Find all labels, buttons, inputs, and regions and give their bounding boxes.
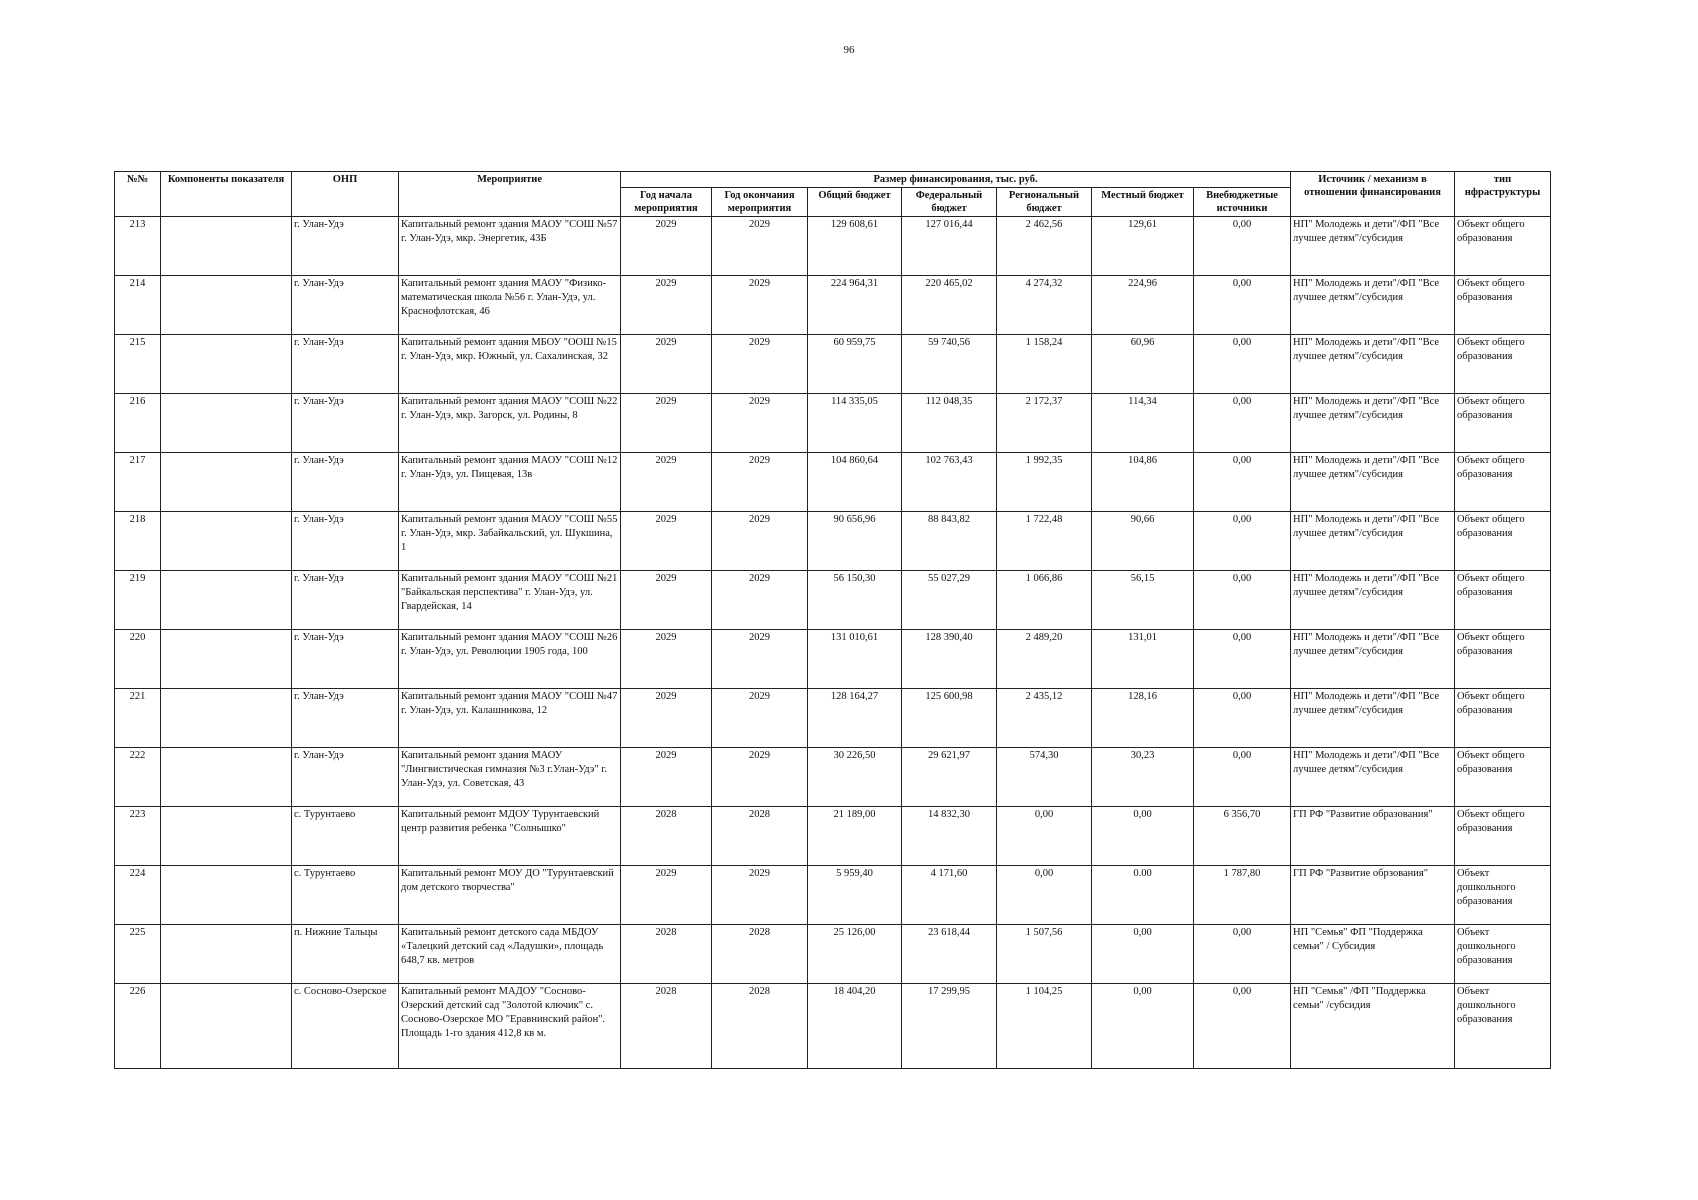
cell-onp: г. Улан-Удэ xyxy=(292,394,399,453)
cell-year-end: 2029 xyxy=(712,276,808,335)
cell-event: Капитальный ремонт здания МАОУ "СОШ №47 г. Улан-Удэ, ул. Калашникова, 12 xyxy=(399,689,621,748)
cell-num: 216 xyxy=(115,394,161,453)
cell-source: НП" Молодежь и дети"/ФП "Все лучшее детям"/субсидия xyxy=(1291,394,1455,453)
cell-year-end: 2029 xyxy=(712,453,808,512)
cell-federal: 59 740,56 xyxy=(902,335,997,394)
cell-num: 221 xyxy=(115,689,161,748)
table-row xyxy=(115,335,1551,394)
cell-num: 222 xyxy=(115,748,161,807)
header-local: Местный бюджет xyxy=(1092,188,1194,217)
cell-onp: г. Улан-Удэ xyxy=(292,689,399,748)
cell-onp: г. Улан-Удэ xyxy=(292,276,399,335)
cell-federal: 17 299,95 xyxy=(902,984,997,1069)
cell-extra: 0,00 xyxy=(1194,630,1291,689)
cell-local: 0,00 xyxy=(1092,984,1194,1069)
header-num: №№ xyxy=(115,172,161,217)
cell-event: Капитальный ремонт здания МБОУ "ООШ №15 г. Улан-Удэ, мкр. Южный, ул. Сахалинская, 32 xyxy=(399,335,621,394)
cell-year-start: 2029 xyxy=(621,748,712,807)
cell-local: 0.00 xyxy=(1092,866,1194,925)
cell-extra: 0,00 xyxy=(1194,689,1291,748)
cell-source: НП" Молодежь и дети"/ФП "Все лучшее детям"/субсидия xyxy=(1291,512,1455,571)
cell-event: Капитальный ремонт здания МАОУ "Физико-математическая школа №56 г. Улан-Удэ, ул. Краснофлотская, 46 xyxy=(399,276,621,335)
cell-extra: 0,00 xyxy=(1194,394,1291,453)
cell-infra: Объект общего образования xyxy=(1455,807,1551,866)
cell-source: НП "Семья" /ФП "Поддержка семьи" /субсидия xyxy=(1291,984,1455,1069)
cell-local: 0,00 xyxy=(1092,925,1194,984)
cell-components xyxy=(161,984,292,1069)
cell-infra: Объект общего образования xyxy=(1455,689,1551,748)
cell-components xyxy=(161,276,292,335)
cell-year-end: 2029 xyxy=(712,571,808,630)
cell-regional: 2 462,56 xyxy=(997,217,1092,276)
cell-regional: 1 158,24 xyxy=(997,335,1092,394)
cell-components xyxy=(161,394,292,453)
header-regional: Региональный бюджет xyxy=(997,188,1092,217)
cell-total: 128 164,27 xyxy=(808,689,902,748)
cell-num: 218 xyxy=(115,512,161,571)
table-header xyxy=(115,172,1551,217)
cell-extra: 0,00 xyxy=(1194,571,1291,630)
cell-year-end: 2029 xyxy=(712,512,808,571)
cell-regional: 574,30 xyxy=(997,748,1092,807)
table-row xyxy=(115,807,1551,866)
cell-regional: 0,00 xyxy=(997,866,1092,925)
cell-onp: г. Улан-Удэ xyxy=(292,748,399,807)
cell-total: 18 404,20 xyxy=(808,984,902,1069)
cell-source: НП" Молодежь и дети"/ФП "Все лучшее детям"/субсидия xyxy=(1291,335,1455,394)
cell-federal: 127 016,44 xyxy=(902,217,997,276)
cell-local: 114,34 xyxy=(1092,394,1194,453)
cell-extra: 0,00 xyxy=(1194,335,1291,394)
cell-local: 128,16 xyxy=(1092,689,1194,748)
cell-regional: 1 992,35 xyxy=(997,453,1092,512)
cell-num: 219 xyxy=(115,571,161,630)
cell-onp: с. Сосново-Озерское xyxy=(292,984,399,1069)
cell-federal: 128 390,40 xyxy=(902,630,997,689)
cell-infra: Объект общего образования xyxy=(1455,748,1551,807)
cell-local: 60,96 xyxy=(1092,335,1194,394)
cell-infra: Объект общего образования xyxy=(1455,571,1551,630)
header-onp: ОНП xyxy=(292,172,399,217)
header-components: Компоненты показателя xyxy=(161,172,292,217)
cell-total: 30 226,50 xyxy=(808,748,902,807)
table-row xyxy=(115,276,1551,335)
cell-regional: 2 489,20 xyxy=(997,630,1092,689)
cell-source: НП" Молодежь и дети"/ФП "Все лучшее детям"/субсидия xyxy=(1291,748,1455,807)
cell-year-start: 2029 xyxy=(621,512,712,571)
cell-onp: г. Улан-Удэ xyxy=(292,630,399,689)
cell-regional: 2 435,12 xyxy=(997,689,1092,748)
cell-year-end: 2028 xyxy=(712,925,808,984)
cell-year-end: 2029 xyxy=(712,335,808,394)
cell-year-end: 2028 xyxy=(712,807,808,866)
cell-infra: Объект общего образования xyxy=(1455,394,1551,453)
financing-table xyxy=(114,171,1551,1069)
cell-year-end: 2029 xyxy=(712,748,808,807)
cell-event: Капитальный ремонт детского сада МБДОУ «Талецкий детский сад «Ладушки», площадь 648,7 кв. метров xyxy=(399,925,621,984)
cell-total: 60 959,75 xyxy=(808,335,902,394)
cell-onp: г. Улан-Удэ xyxy=(292,512,399,571)
cell-infra: Объект дошкольного образования xyxy=(1455,925,1551,984)
cell-source: НП" Молодежь и дети"/ФП "Все лучшее детям"/субсидия xyxy=(1291,571,1455,630)
cell-year-start: 2028 xyxy=(621,807,712,866)
cell-total: 131 010,61 xyxy=(808,630,902,689)
cell-total: 104 860,64 xyxy=(808,453,902,512)
cell-source: НП" Молодежь и дети"/ФП "Все лучшее детям"/субсидия xyxy=(1291,689,1455,748)
cell-event: Капитальный ремонт здания МАОУ "СОШ №12 г. Улан-Удэ, ул. Пищевая, 13в xyxy=(399,453,621,512)
cell-year-start: 2029 xyxy=(621,630,712,689)
cell-components xyxy=(161,689,292,748)
cell-year-start: 2029 xyxy=(621,453,712,512)
cell-year-end: 2029 xyxy=(712,866,808,925)
cell-event: Капитальный ремонт здания МАОУ "СОШ №22 г. Улан-Удэ, мкр. Загорск, ул. Родины, 8 xyxy=(399,394,621,453)
cell-federal: 29 621,97 xyxy=(902,748,997,807)
cell-infra: Объект общего образования xyxy=(1455,335,1551,394)
cell-federal: 88 843,82 xyxy=(902,512,997,571)
cell-year-start: 2028 xyxy=(621,984,712,1069)
cell-year-end: 2028 xyxy=(712,984,808,1069)
cell-components xyxy=(161,571,292,630)
header-infra: тип нфраструктуры xyxy=(1455,172,1551,217)
cell-total: 25 126,00 xyxy=(808,925,902,984)
cell-local: 30,23 xyxy=(1092,748,1194,807)
page-number: 96 xyxy=(843,44,855,56)
cell-onp: г. Улан-Удэ xyxy=(292,335,399,394)
header-year-end: Год окончания мероприятия xyxy=(712,188,808,217)
cell-event: Капитальный ремонт здания МАОУ "СОШ №55 г. Улан-Удэ, мкр. Забайкальский, ул. Шукшина, 1 xyxy=(399,512,621,571)
cell-regional: 4 274,32 xyxy=(997,276,1092,335)
cell-federal: 14 832,30 xyxy=(902,807,997,866)
cell-components xyxy=(161,217,292,276)
cell-federal: 23 618,44 xyxy=(902,925,997,984)
table-row xyxy=(115,630,1551,689)
cell-onp: с. Турунтаево xyxy=(292,807,399,866)
table-row xyxy=(115,453,1551,512)
cell-source: НП "Семья" ФП "Поддержка семьи" / Субсидия xyxy=(1291,925,1455,984)
cell-local: 0,00 xyxy=(1092,807,1194,866)
cell-event: Капитальный ремонт здания МАОУ "Лингвистическая гимназия №3 г.Улан-Удэ" г. Улан-Удэ, ул. Советская, 43 xyxy=(399,748,621,807)
cell-total: 56 150,30 xyxy=(808,571,902,630)
cell-year-start: 2029 xyxy=(621,689,712,748)
table-body xyxy=(115,217,1551,1069)
cell-event: Капитальный ремонт здания МАОУ "СОШ №21 "Байкальская перспектива" г. Улан-Удэ, ул. Гвардейская, 14 xyxy=(399,571,621,630)
cell-federal: 125 600,98 xyxy=(902,689,997,748)
cell-federal: 220 465,02 xyxy=(902,276,997,335)
cell-components xyxy=(161,748,292,807)
header-extra: Внебюджетные источники xyxy=(1194,188,1291,217)
cell-infra: Объект общего образования xyxy=(1455,217,1551,276)
cell-total: 224 964,31 xyxy=(808,276,902,335)
cell-extra: 0,00 xyxy=(1194,512,1291,571)
cell-total: 114 335,05 xyxy=(808,394,902,453)
cell-total: 21 189,00 xyxy=(808,807,902,866)
cell-local: 224,96 xyxy=(1092,276,1194,335)
cell-infra: Объект общего образования xyxy=(1455,630,1551,689)
cell-source: НП" Молодежь и дети"/ФП "Все лучшее детям"/субсидия xyxy=(1291,453,1455,512)
cell-source: НП" Молодежь и дети"/ФП "Все лучшее детям"/субсидия xyxy=(1291,630,1455,689)
cell-infra: Объект общего образования xyxy=(1455,453,1551,512)
table-row xyxy=(115,217,1551,276)
cell-onp: г. Улан-Удэ xyxy=(292,453,399,512)
cell-infra: Объект общего образования xyxy=(1455,512,1551,571)
header-source: Источник / механизм в отношении финансирования xyxy=(1291,172,1455,217)
cell-regional: 1 104,25 xyxy=(997,984,1092,1069)
cell-num: 224 xyxy=(115,866,161,925)
cell-num: 214 xyxy=(115,276,161,335)
cell-components xyxy=(161,512,292,571)
cell-event: Капитальный ремонт здания МАОУ "СОШ №26 г. Улан-Удэ, ул. Революции 1905 года, 100 xyxy=(399,630,621,689)
cell-onp: с. Турунтаево xyxy=(292,866,399,925)
header-funding-group: Размер финансирования, тыс. руб. xyxy=(621,172,1291,188)
cell-regional: 2 172,37 xyxy=(997,394,1092,453)
cell-num: 223 xyxy=(115,807,161,866)
table-row xyxy=(115,984,1551,1069)
cell-num: 215 xyxy=(115,335,161,394)
cell-year-start: 2029 xyxy=(621,571,712,630)
cell-event: Капитальный ремонт здания МАОУ "СОШ №57 г. Улан-Удэ, мкр. Энергетик, 43Б xyxy=(399,217,621,276)
table-row xyxy=(115,689,1551,748)
cell-extra: 0,00 xyxy=(1194,217,1291,276)
cell-local: 129,61 xyxy=(1092,217,1194,276)
table-row xyxy=(115,748,1551,807)
cell-onp: г. Улан-Удэ xyxy=(292,217,399,276)
cell-regional: 1 722,48 xyxy=(997,512,1092,571)
cell-components xyxy=(161,807,292,866)
cell-year-start: 2028 xyxy=(621,925,712,984)
cell-extra: 0,00 xyxy=(1194,925,1291,984)
cell-components xyxy=(161,630,292,689)
cell-federal: 55 027,29 xyxy=(902,571,997,630)
cell-regional: 1 066,86 xyxy=(997,571,1092,630)
cell-year-end: 2029 xyxy=(712,217,808,276)
cell-federal: 4 171,60 xyxy=(902,866,997,925)
cell-year-start: 2029 xyxy=(621,276,712,335)
cell-extra: 0,00 xyxy=(1194,453,1291,512)
cell-local: 90,66 xyxy=(1092,512,1194,571)
table-row xyxy=(115,925,1551,984)
header-year-start: Год начала мероприятия xyxy=(621,188,712,217)
cell-source: ГП РФ "Развитие обрзования" xyxy=(1291,866,1455,925)
cell-year-start: 2029 xyxy=(621,335,712,394)
cell-num: 217 xyxy=(115,453,161,512)
cell-federal: 112 048,35 xyxy=(902,394,997,453)
cell-total: 129 608,61 xyxy=(808,217,902,276)
cell-regional: 1 507,56 xyxy=(997,925,1092,984)
cell-source: НП" Молодежь и дети"/ФП "Все лучшее детям"/субсидия xyxy=(1291,276,1455,335)
cell-num: 220 xyxy=(115,630,161,689)
cell-federal: 102 763,43 xyxy=(902,453,997,512)
cell-extra: 0,00 xyxy=(1194,748,1291,807)
table-row xyxy=(115,512,1551,571)
table-row xyxy=(115,394,1551,453)
cell-total: 90 656,96 xyxy=(808,512,902,571)
cell-infra: Объект общего образования xyxy=(1455,276,1551,335)
cell-infra: Объект дошкольного образования xyxy=(1455,984,1551,1069)
cell-local: 56,15 xyxy=(1092,571,1194,630)
cell-year-end: 2029 xyxy=(712,689,808,748)
cell-extra: 1 787,80 xyxy=(1194,866,1291,925)
cell-year-start: 2029 xyxy=(621,217,712,276)
cell-onp: п. Нижние Тальцы xyxy=(292,925,399,984)
cell-event: Капитальный ремонт МАДОУ "Сосново-Озерский детский сад "Золотой ключик" с. Сосново-Озерское МО "Еравнинский район". Площадь 1-го здания 412,8 кв м. xyxy=(399,984,621,1069)
cell-components xyxy=(161,453,292,512)
table-row xyxy=(115,866,1551,925)
cell-num: 226 xyxy=(115,984,161,1069)
cell-regional: 0,00 xyxy=(997,807,1092,866)
cell-onp: г. Улан-Удэ xyxy=(292,571,399,630)
cell-total: 5 959,40 xyxy=(808,866,902,925)
cell-extra: 0,00 xyxy=(1194,276,1291,335)
cell-year-start: 2029 xyxy=(621,866,712,925)
cell-components xyxy=(161,925,292,984)
cell-num: 213 xyxy=(115,217,161,276)
cell-source: ГП РФ "Развитие образования" xyxy=(1291,807,1455,866)
header-total: Общий бюджет xyxy=(808,188,902,217)
cell-components xyxy=(161,335,292,394)
cell-event: Капитальный ремонт МОУ ДО "Турунтаевский дом детского творчества" xyxy=(399,866,621,925)
table-row xyxy=(115,571,1551,630)
cell-source: НП" Молодежь и дети"/ФП "Все лучшее детям"/субсидия xyxy=(1291,217,1455,276)
cell-num: 225 xyxy=(115,925,161,984)
cell-year-start: 2029 xyxy=(621,394,712,453)
cell-local: 131,01 xyxy=(1092,630,1194,689)
header-federal: Федеральный бюджет xyxy=(902,188,997,217)
cell-year-end: 2029 xyxy=(712,630,808,689)
header-event: Мероприятие xyxy=(399,172,621,217)
cell-year-end: 2029 xyxy=(712,394,808,453)
cell-components xyxy=(161,866,292,925)
cell-infra: Объект дошкольного образования xyxy=(1455,866,1551,925)
cell-event: Капитальный ремонт МДОУ Турунтаевский центр развития ребенка "Солнышко" xyxy=(399,807,621,866)
cell-extra: 0,00 xyxy=(1194,984,1291,1069)
cell-local: 104,86 xyxy=(1092,453,1194,512)
cell-extra: 6 356,70 xyxy=(1194,807,1291,866)
